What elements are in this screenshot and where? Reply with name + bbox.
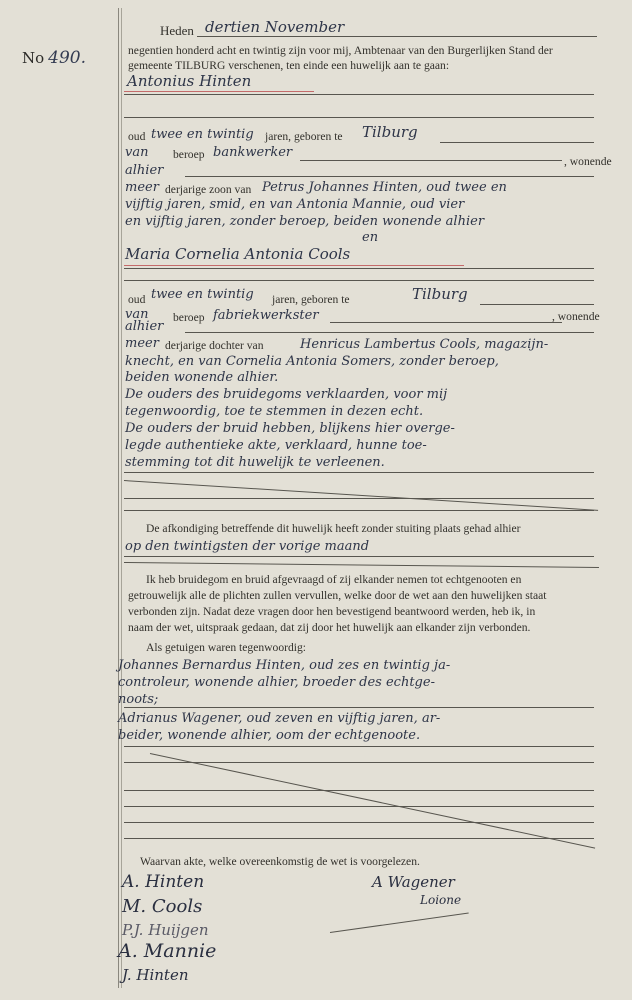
vows-line-1: Ik heb bruidegom en bruid afgevraagd of zij elkander nemen tot echtgenooten en [146,573,522,586]
consent-line-1: De ouders des bruidegoms verklaarden, voor mij [125,387,448,402]
cancel-stroke [124,562,599,568]
vows-line-3: verbonden zijn. Nadat deze vragen door hen bevestigend beantwoord werden, heb ik, in [128,605,536,618]
rule [124,280,594,281]
beroep-label-2: beroep [173,311,205,324]
closing-line: Waarvan akte, welke overeenkomstig de wet is voorgelezen. [140,855,420,868]
rule [124,746,594,747]
rule [440,142,594,143]
rule [124,268,594,269]
vows-line-4: naam der wet, uitspraak gedaan, dat zij door het huwelijk aan elkander zijn verbonden. [128,621,531,634]
jaren-geboren-label-2: jaren, geboren te [272,293,350,306]
wonende-label-2: , wonende [552,310,600,323]
groom-birthplace: Tilburg [362,123,418,141]
signature-witness-3: J. Hinten [122,966,189,984]
rule [124,510,594,511]
signature-official: Loione [420,893,462,907]
rule [197,36,597,37]
signature-witness-4: A Wagener [372,873,455,891]
signature-witness-1: P.J. Huijgen [122,921,209,939]
heden-label: Heden [160,23,194,38]
rule [185,332,594,333]
consent-line-5: stemming tot dit huwelijk te verleenen. [125,455,385,470]
groom-residence: alhier [125,163,164,178]
bride-age: twee en twintig [151,287,254,302]
consent-line-3: De ouders der bruid hebben, blijkens hier overge- [125,421,455,436]
bride-parents-1: Henricus Lambertus Cools, magazijn- [300,337,549,352]
groom-parents-2: vijftig jaren, smid, en van Antonia Mannie, oud vier [125,197,465,212]
groom-age: twee en twintig [151,127,254,142]
witnesses-label: Als getuigen waren tegenwoordig: [146,641,307,654]
groom-name: Antonius Hinten [127,72,252,90]
cancel-stroke [124,480,598,511]
en-hw: en [362,230,379,245]
intro-line-3: gemeente TILBURG verschenen, ten einde een huwelijk aan te gaan: [128,59,450,72]
jaren-geboren-label: jaren, geboren te [265,130,343,143]
rule [124,838,594,839]
vows-line-2: getrouwelijk alle de plichten zullen vervullen, welke door de wet aan den huwelijken staat [128,589,547,602]
meer-hw-2: meer [125,336,159,351]
derjarige-dochter-label: derjarige dochter van [165,339,264,352]
rule [185,176,594,177]
afkondiging-line: De afkondiging betreffende dit huwelijk heeft zonder stuiting plaats gehad alhier [146,522,521,535]
date-handwritten: dertien November [205,18,345,36]
bride-residence: alhier [125,319,164,334]
consent-line-2: tegenwoordig, toe te stemmen in dezen echt. [125,404,424,419]
bride-name: Maria Cornelia Antonia Cools [125,245,351,263]
meer-hw: meer [125,180,159,195]
rule [124,790,594,791]
afkondiging-date: op den twintigsten der vorige maand [125,539,370,554]
underline-red [124,265,464,266]
signature-groom: A. Hinten [122,872,205,892]
groom-parents-3: en vijftig jaren, zonder beroep, beiden wonende alhier [125,214,485,229]
signature-bride: M. Cools [122,896,203,917]
bride-occupation: fabriekwerkster [213,308,319,323]
witness-2-line-1: Adrianus Wagener, oud zeven en vijftig jaren, ar- [118,711,441,726]
rule [480,304,594,305]
groom-parents-1: Petrus Johannes Hinten, oud twee en [262,180,507,195]
intro-line-2: negentien honderd acht en twintig zijn voor mij, Ambtenaar van den Burgerlijken Stand der [128,44,553,57]
rule [330,322,562,323]
rule [300,160,562,161]
register-number [22,48,86,68]
register-number-value: 490. [48,48,87,68]
underline-red [124,91,314,92]
rule [124,556,594,557]
rule [124,498,594,499]
wonende-label: , wonende [564,155,612,168]
groom-occupation: bankwerker [213,145,293,160]
witness-1-line-2: controleur, wonende alhier, broeder des echtge- [118,675,435,690]
rule [124,707,594,708]
oud-label-2: oud [128,293,146,306]
rule [124,806,594,807]
oud-label: oud [128,130,146,143]
signature-witness-2: A. Mannie [118,940,217,962]
beroep-label: beroep [173,148,205,161]
margin-rule [118,8,119,988]
rule [124,94,594,95]
consent-line-4: legde authentieke akte, verklaard, hunne toe- [125,438,427,453]
witness-1-line-3: noots; [118,692,159,707]
derjarige-zoon-label: derjarige zoon van [165,183,252,196]
rule [124,472,594,473]
flourish-stroke [330,913,469,933]
margin-rule-inner [121,8,122,988]
bride-parents-3: beiden wonende alhier. [125,370,279,385]
cancel-stroke [150,753,595,849]
witness-1-line-1: Johannes Bernardus Hinten, oud zes en twintig ja- [118,658,451,673]
rule [124,822,594,823]
rule [124,117,594,118]
van-hw: van [125,145,149,160]
van-hw-2: van [125,307,149,322]
bride-birthplace: Tilburg [412,285,468,303]
bride-parents-2: knecht, en van Cornelia Antonia Somers, zonder beroep, [125,354,499,369]
register-prefix: No [22,49,45,67]
witness-2-line-2: beider, wonende alhier, oom der echtgenoote. [118,728,421,743]
